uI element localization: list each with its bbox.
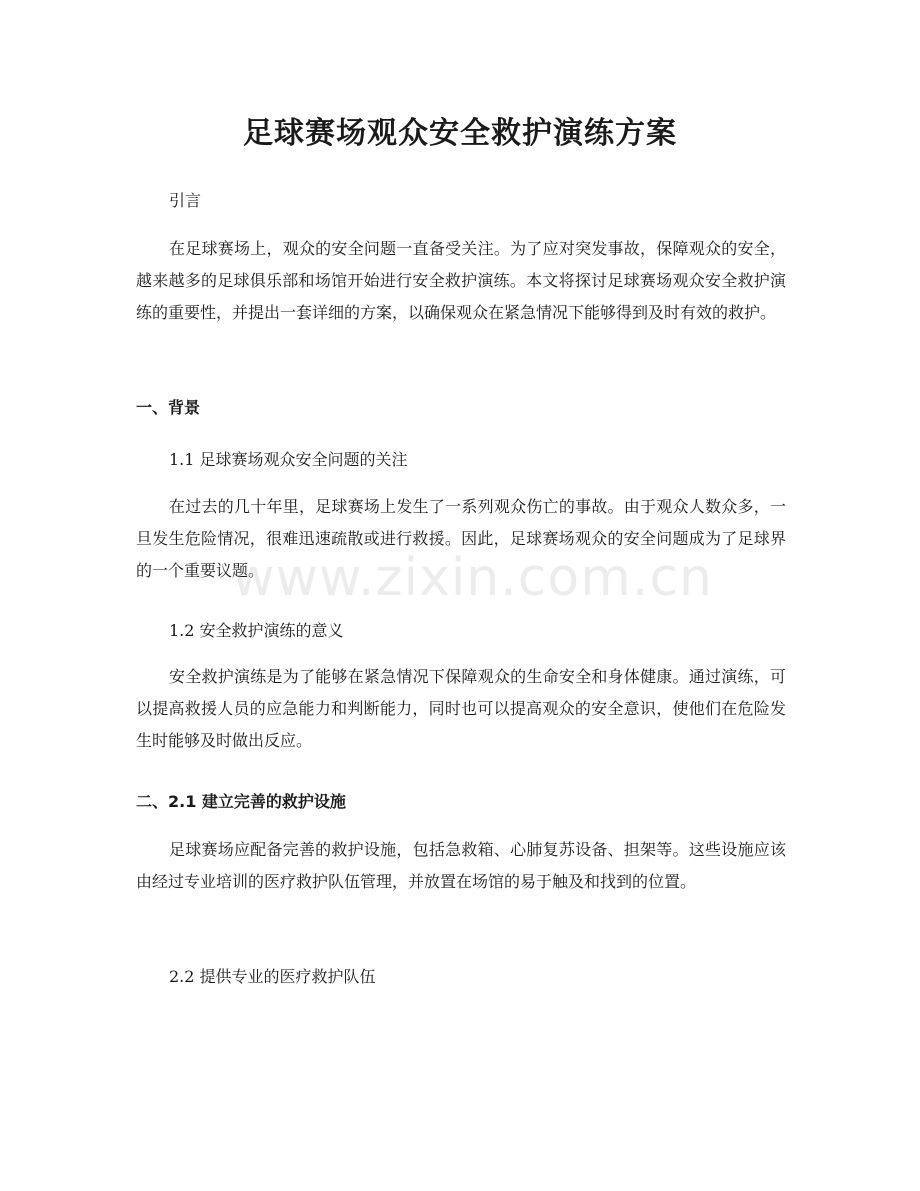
document-title: 足球赛场观众安全救护演练方案 [243,116,677,151]
section1-sub2-title: 1.2 安全救护演练的意义 [169,621,344,640]
intro-paragraph: 在足球赛场上，观众的安全问题一直备受关注。为了应对突发事故，保障观众的安全，越来越多的足球俱乐部和场馆开始进行安全救护演练。本文将探讨足球赛场观众安全救护演练的重要性，并提出一套详细的方案，以确保观众在紧急情况下能够得到及时有效的救护。 [136,239,786,322]
intro-label: 引言 [169,191,202,210]
section1-heading: 一、背景 [136,398,201,417]
section2-sub2-title: 2.2 提供专业的医疗救护队伍 [169,967,376,986]
section1-sub2-paragraph: 安全救护演练是为了能够在紧急情况下保障观众的生命安全和身体健康。通过演练，可以提高救援人员的应急能力和判断能力，同时也可以提高观众的安全意识，使他们在危险发生时能够及时做出反应。 [136,667,786,750]
section1-sub1-paragraph: 在过去的几十年里，足球赛场上发生了一系列观众伤亡的事故。由于观众人数众多，一旦发生危险情况，很难迅速疏散或进行救援。因此，足球赛场观众的安全问题成为了足球界的一个重要议题。 [136,497,786,580]
section2-paragraph: 足球赛场应配备完善的救护设施，包括急救箱、心肺复苏设备、担架等。这些设施应该由经过专业培训的医疗救护队伍管理，并放置在场馆的易于触及和找到的位置。 [136,840,786,891]
watermark: www.zixin.com.cn [232,548,713,608]
section1-sub1-title: 1.1 足球赛场观众安全问题的关注 [169,450,408,469]
section2-heading: 二、2.1 建立完善的救护设施 [136,792,346,811]
